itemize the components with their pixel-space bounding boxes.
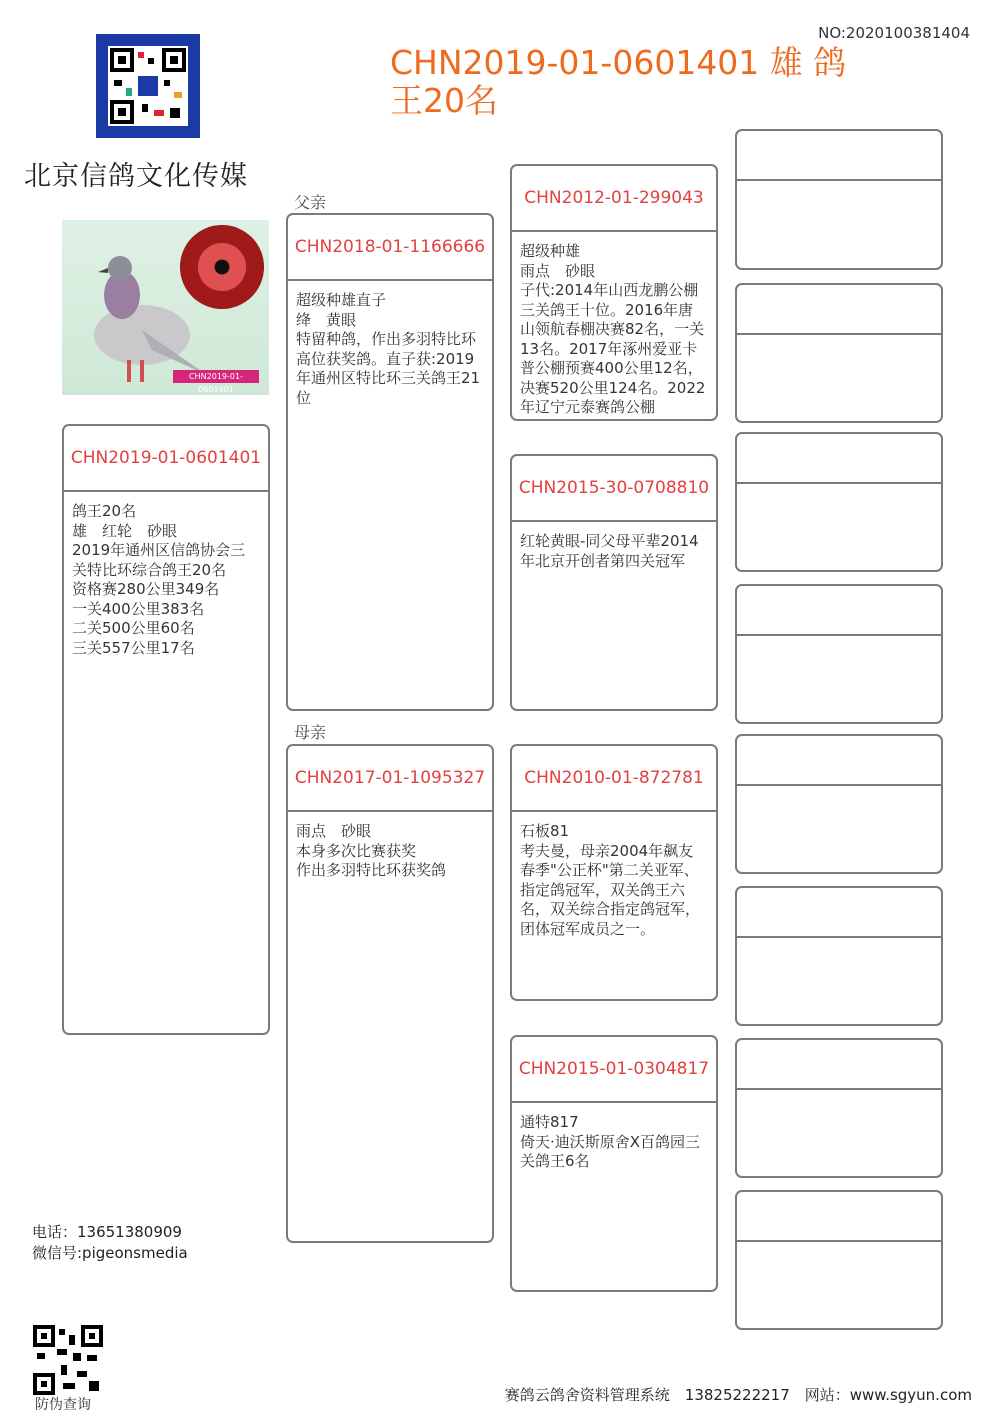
paternal-grandmother-card [510,454,718,711]
great-grandparent-card-1 [735,129,943,270]
maternal-grandmother-details: 通特817 倚天·迪沃斯原舍X百鸽园三关鸽王6名 [520,1113,701,1170]
anti-fake-label: 防伪查询 [35,1397,91,1413]
maternal-grandmother-card [510,1035,718,1292]
great-grandparent-card-3 [735,432,943,572]
maternal-grandmother-ring: CHN2015-01-0304817 [512,1037,716,1103]
contact-wechat: 微信号:pigeonsmedia [32,1244,188,1262]
contact-info [32,1222,188,1264]
father-details: 超级种雄直子 绛 黄眼 特留种鸽，作出多羽特比环高位获奖鸽。直子获:2019年通州区特比环三关鸽王21位 [296,291,481,407]
maternal-grandfather-details: 石板81 考夫曼，母亲2004年飙友春季"公正杯"第二关亚军、指定鸽冠军，双关鸽王六名，双关综合指定鸽冠军，团体冠军成员之一。 [520,822,701,938]
mother-card [286,744,494,1243]
great-grandparent-card-2 [735,283,943,423]
mother-label: 母亲 [294,723,327,742]
paternal-grandfather-ring: CHN2012-01-299043 [512,166,716,232]
great-grandparent-card-8 [735,1190,943,1330]
pigeon-photo [62,220,269,395]
subject-ring: CHN2019-01-0601401 [64,426,268,492]
paternal-grandfather-details: 超级种雄 雨点 砂眼 子代:2014年山西龙鹏公棚三关鸽王十位。2016年唐山领航春棚决赛82名，一关13名。2017年涿州爱亚卡普公棚预赛400公里12名，决赛520公里124名。2022年辽宁元泰赛鸽公棚 [520,242,706,416]
photo-ring-stamp: CHN2019-01-0601401 [173,370,259,383]
contact-phone: 电话：13651380909 [32,1223,182,1241]
father-card [286,213,494,711]
eye-closeup [180,225,264,309]
document-number: NO:2020100381404 [818,24,970,42]
anti-fake-qr-code[interactable] [33,1325,103,1395]
great-grandparent-card-6 [735,886,943,1026]
great-grandparent-card-4 [735,584,943,724]
paternal-grandfather-card [510,164,718,421]
mother-details: 雨点 砂眼 本身多次比赛获奖 作出多羽特比环获奖鸽 [296,822,447,879]
great-grandparent-card-5 [735,734,943,874]
footer-info: 赛鸽云鸽舍资料管理系统 13825222217 网站：www.sgyun.com [504,1386,972,1404]
subject-card [62,424,270,1035]
qr-code-logo [96,34,200,138]
maternal-grandfather-ring: CHN2010-01-872781 [512,746,716,812]
maternal-grandfather-card [510,744,718,1001]
page-title: CHN2019-01-0601401 雄 鸽王20名 [390,43,847,120]
brand-name: 北京信鸽文化传媒 [24,161,248,192]
paternal-grandmother-details: 红轮黄眼-同父母平辈2014年北京开创者第四关冠军 [520,532,699,570]
father-label: 父亲 [294,193,327,212]
paternal-grandmother-ring: CHN2015-30-0708810 [512,456,716,522]
great-grandparent-card-7 [735,1038,943,1178]
mother-ring: CHN2017-01-1095327 [288,746,492,812]
father-ring: CHN2018-01-1166666 [288,215,492,281]
subject-details: 鸽王20名 雄 红轮 砂眼 2019年通州区信鸽协会三关特比环综合鸽王20名 资格赛280公里349名 一关400公里383名 二关500公里60名 三关557公里17名 [72,502,246,657]
